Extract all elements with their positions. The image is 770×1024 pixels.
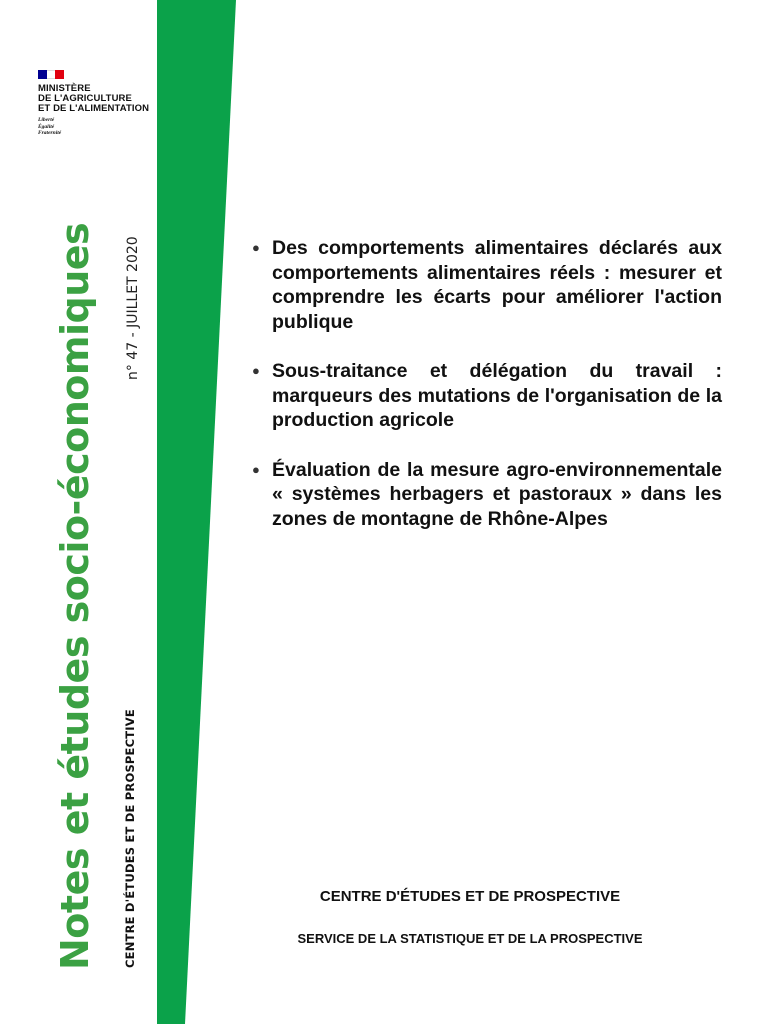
ministry-line-3: ET DE L'ALIMENTATION: [38, 103, 150, 114]
footer-centre-name: CENTRE D'ÉTUDES ET DE PROSPECTIVE: [319, 888, 621, 905]
marianne-flag-icon: [38, 70, 64, 79]
green-band-shape: [157, 0, 236, 1024]
ministry-logo: [38, 70, 149, 137]
footer-service-name: SERVICE DE LA STATISTIQUE ET DE LA PROSPECTIVE: [297, 931, 643, 946]
contents-item-text: Des comportements alimentaires déclarés aux comportements alimentaires réels : mesurer et comprendre les écarts pour améliorer l'action publique: [272, 237, 722, 333]
contents-item: [252, 458, 722, 532]
bullet-icon: ●: [252, 461, 260, 477]
contents-item: [252, 236, 722, 334]
contents-list: [252, 236, 722, 556]
contents-item-text: Sous-traitance et délégation du travail : marqueurs des mutations de l'organisation de la production agricole: [272, 360, 722, 431]
motto-liberte: Liberté: [38, 117, 55, 123]
issue-number: n° 47 - JUILLET 2020: [125, 236, 141, 380]
contents-item: [252, 359, 722, 433]
ministry-name: [38, 84, 149, 114]
motto-egalite: Égalité: [38, 123, 55, 130]
motto-fraternite: Fraternité: [38, 130, 62, 136]
republic-motto: [38, 117, 149, 137]
ministry-line-1: MINISTÈRE: [38, 83, 91, 94]
centre-vertical-label: CENTRE D'ÉTUDES ET DE PROSPECTIVE: [123, 709, 137, 968]
bullet-icon: ●: [252, 240, 260, 255]
series-title: Notes et études socio-économiques: [53, 222, 97, 970]
contents-item-text: Évaluation de la mesure agro-environnementale « systèmes herbagers et pastoraux » dans les zones de montagne de Rhône-Alpes: [272, 458, 722, 530]
bullet-icon: ●: [252, 363, 260, 378]
ministry-line-2: DE L'AGRICULTURE: [38, 93, 132, 104]
